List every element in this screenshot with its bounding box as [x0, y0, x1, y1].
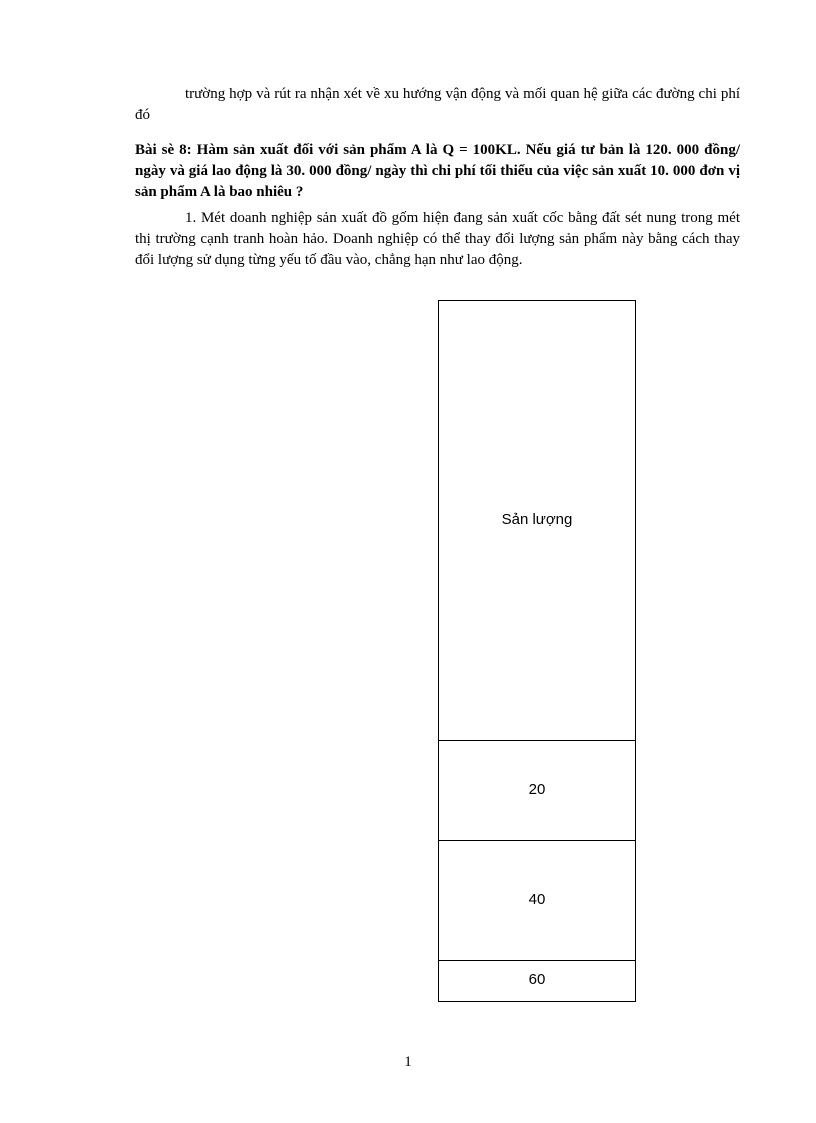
table-cell-value: 60: [528, 971, 546, 988]
table-cell-value: 40: [528, 891, 546, 908]
table-header-output: Sản lượng: [501, 511, 573, 528]
page-number: 1: [404, 1054, 412, 1070]
table-divider: [439, 840, 635, 841]
exercise-8-question: Bài sè 8: Hàm sản xuất đối với sản phẩm A là Q = 100KL. Nếu giá tư bản là 120. 000 đồng/ ngày và giá lao động là 30. 000 đồng/ ngày thì chi phí tối thiểu của việc sản xuất 10. 000 đơn vị sản phẩm A là bao nhiêu ?: [135, 142, 740, 200]
problem-1-description: 1. Mét doanh nghiệp sản xuất đồ gốm hiện đang sản xuất cốc bằng đất sét nung trong mét thị trường cạnh tranh hoàn hảo. Doanh nghiệp có thể thay đổi lượng sản phẩm này bằng cách thay đổi lượng sử dụng từng yếu tố đầu vào, chẳng hạn như lao động.: [135, 210, 740, 268]
table-divider: [439, 740, 635, 741]
output-table: [438, 300, 636, 1002]
table-divider: [439, 960, 635, 961]
paragraph-continuation: trường hợp và rút ra nhận xét về xu hướng vận động và mối quan hệ giữa các đường chi phí đó: [135, 86, 740, 123]
table-cell-value: 20: [528, 781, 546, 798]
